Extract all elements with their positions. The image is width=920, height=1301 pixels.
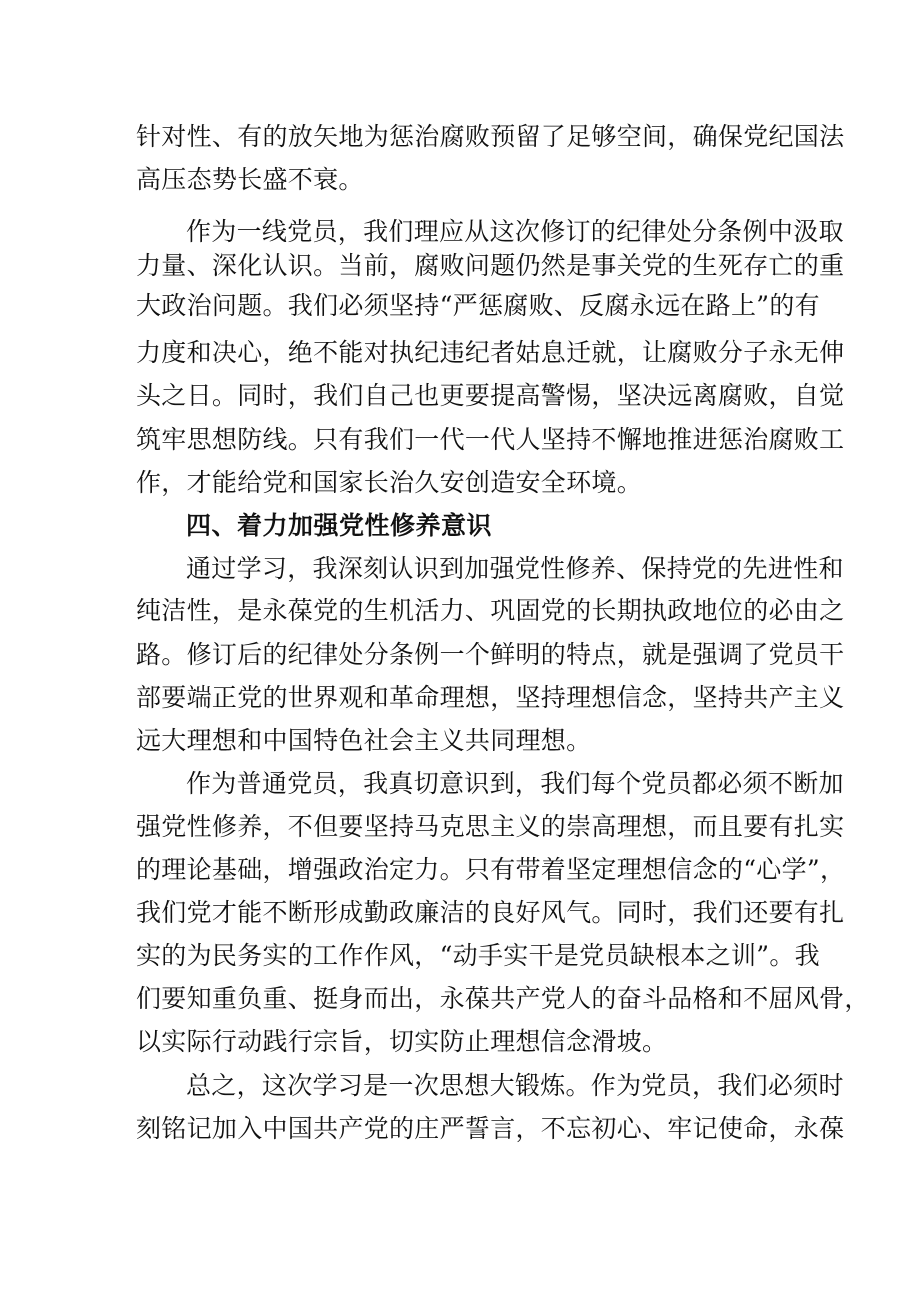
text-line: 路。修订后的纪律处分条例一个鲜明的特点，就是强调了党员干 xyxy=(136,640,845,669)
text-line: 们要知重负重、挺身而出，永葆共产党人的奋斗品格和不屈风骨， xyxy=(136,984,870,1013)
paragraph-first-line: 总之，这次学习是一次思想大锻炼。作为党员，我们必须时 xyxy=(186,1071,844,1100)
text-line: 强党性修养，不但要坚持马克思主义的崇高理想，而且要有扎实 xyxy=(136,812,845,841)
text-line: 作，才能给党和国家长治久安创造安全环境。 xyxy=(136,468,643,497)
text-line: 我们党才能不断形成勤政廉洁的良好风气。同时，我们还要有扎 xyxy=(136,898,845,927)
text-line: 以实际行动践行宗旨，切实防止理想信念滑坡。 xyxy=(136,1027,668,1056)
text-line: 刻铭记加入中国共产党的庄严誓言，不忘初心、牢记使命，永葆 xyxy=(136,1114,845,1143)
section-heading: 四、着力加强党性修养意识 xyxy=(186,511,493,540)
text-line: 力度和决心，绝不能对执纪违纪者姑息迁就，让腐败分子永无伸 xyxy=(136,338,845,367)
text-line: 纯洁性，是永葆党的生机活力、巩固党的长期执政地位的必由之 xyxy=(136,596,845,625)
text-line: 的理论基础，增强政治定力。只有带着坚定理想信念的“心学”， xyxy=(136,855,846,884)
text-line: 针对性、有的放矢地为惩治腐败预留了足够空间，确保党纪国法 xyxy=(136,122,845,151)
text-line: 实的为民务实的工作作风，“动手实干是党员缺根本之训”。我 xyxy=(136,941,820,970)
text-line: 力量、深化认识。当前，腐败问题仍然是事关党的生死存亡的重 xyxy=(136,251,845,280)
text-line: 筑牢思想防线。只有我们一代一代人坚持不懈地推进惩治腐败工 xyxy=(136,425,845,454)
text-line: 大政治问题。我们必须坚持“严惩腐败、反腐永远在路上”的有 xyxy=(136,291,820,320)
text-line: 远大理想和中国特色社会主义共同理想。 xyxy=(136,726,592,755)
paragraph-first-line: 通过学习，我深刻认识到加强党性修养、保持党的先进性和 xyxy=(186,554,844,583)
text-line: 高压态势长盛不衰。 xyxy=(136,165,364,194)
paragraph-first-line: 作为普通党员，我真切意识到，我们每个党员都必须不断加 xyxy=(186,769,844,798)
paragraph-first-line: 作为一线党员，我们理应从这次修订的纪律处分条例中汲取 xyxy=(186,217,844,246)
text-line: 头之日。同时，我们自己也更要提高警惕，坚决远离腐败，自觉 xyxy=(136,381,845,410)
text-line: 部要端正党的世界观和革命理想，坚持理想信念，坚持共产主义 xyxy=(136,683,845,712)
